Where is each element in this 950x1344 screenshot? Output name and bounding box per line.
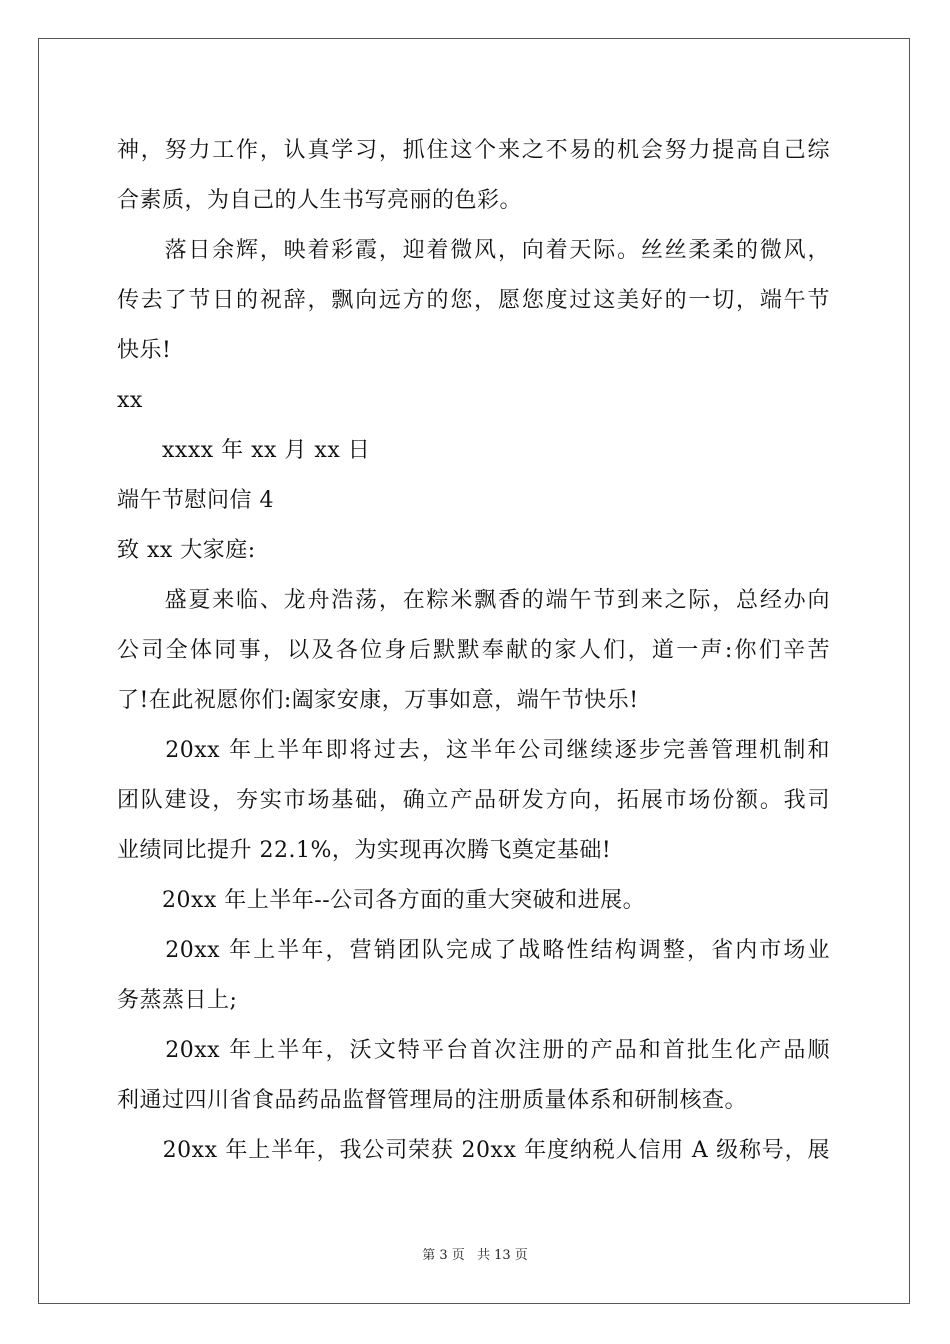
text-line: 务蒸蒸日上; (117, 988, 238, 1013)
text-line: 团队建设，夯实市场基础，确立产品研发方向，拓展市场份额。我司 (117, 788, 830, 813)
signature-date: xxxx 年 xx 月 xx 日 (117, 438, 371, 463)
section-title: 端午节慰问信 4 (117, 488, 274, 513)
text-line: 盛夏来临、龙舟浩荡，在粽米飘香的端午节到来之际，总经办向 (117, 588, 830, 613)
text-line: 神，努力工作，认真学习，抓住这个来之不易的机会努力提高自己综 (117, 138, 830, 163)
text-line: 了!在此祝愿你们:阖家安康，万事如意，端午节快乐! (117, 688, 639, 713)
page-border (38, 38, 910, 1304)
text-line: 快乐! (117, 338, 172, 363)
text-line: 20xx 年上半年，我公司荣获 20xx 年度纳税人信用 A 级称号，展 (117, 1138, 830, 1163)
text-line: 业绩同比提升 22.1%，为实现再次腾飞奠定基础! (117, 838, 612, 863)
text-line: 20xx 年上半年，沃文特平台首次注册的产品和首批生化产品顺 (117, 1038, 830, 1063)
text-line: 20xx 年上半年，营销团队完成了战略性结构调整，省内市场业 (117, 938, 830, 963)
text-line: 传去了节日的祝辞，飘向远方的您，愿您度过这美好的一切，端午节 (117, 288, 830, 313)
text-line: 利通过四川省食品药品监督管理局的注册质量体系和研制核查。 (117, 1088, 748, 1113)
text-line: 落日余辉，映着彩霞，迎着微风，向着天际。丝丝柔柔的微风， (117, 238, 830, 263)
text-line: 公司全体同事，以及各位身后默默奉献的家人们，道一声:你们辛苦 (117, 638, 830, 663)
signature-name: xx (117, 388, 143, 413)
text-line: 合素质，为自己的人生书写亮丽的色彩。 (117, 188, 523, 213)
page-total: 共 13 页 (476, 1248, 528, 1263)
text-line: 20xx 年上半年--公司各方面的重大突破和进展。 (117, 888, 646, 913)
page-footer (0, 1248, 950, 1264)
salutation: 致 xx 大家庭: (117, 538, 256, 563)
text-line: 20xx 年上半年即将过去，这半年公司继续逐步完善管理机制和 (117, 738, 830, 763)
page-number: 第 3 页 (422, 1248, 465, 1263)
